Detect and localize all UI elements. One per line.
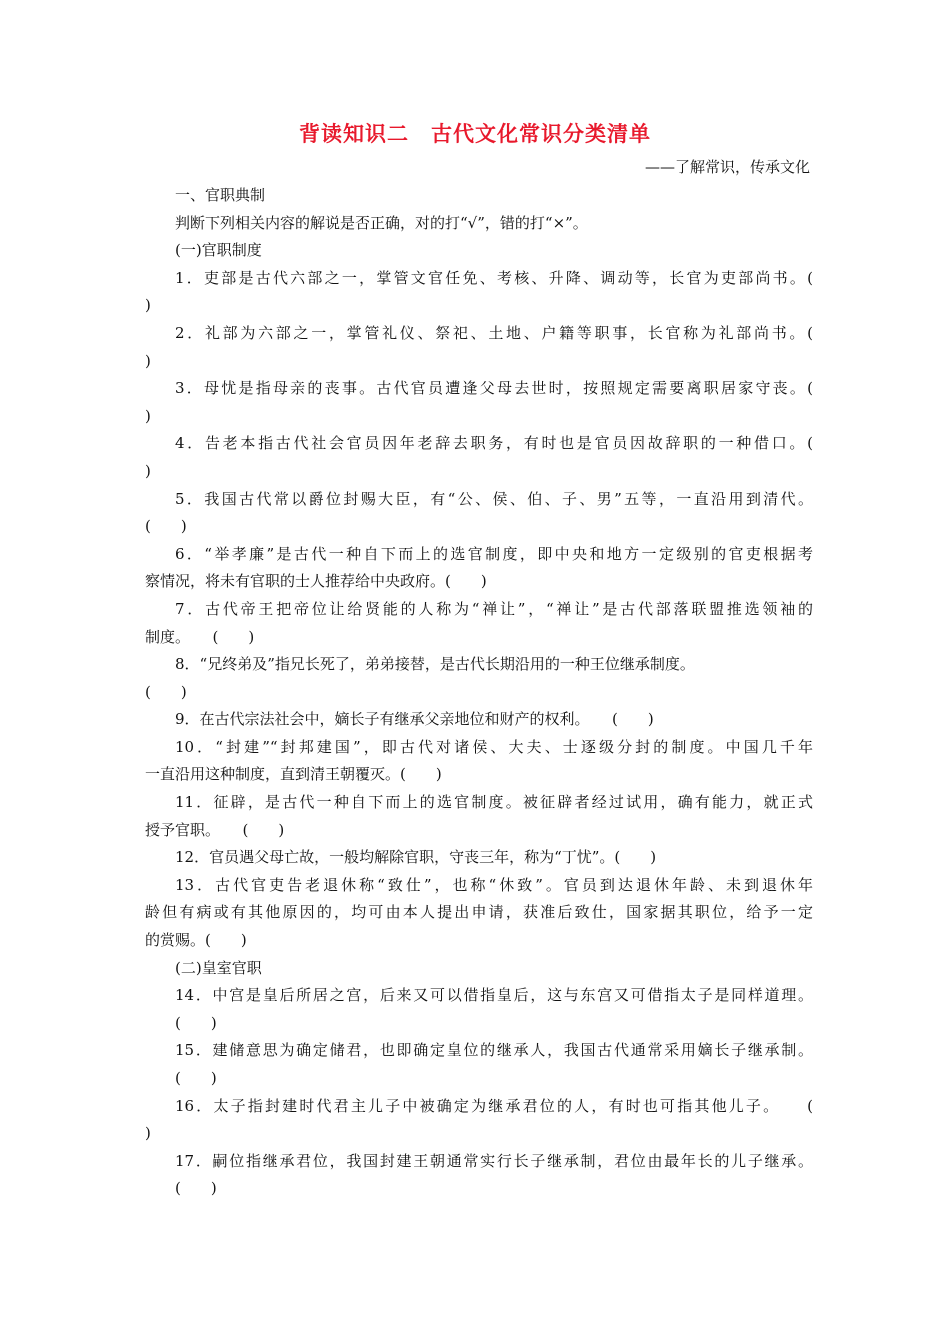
text-line: 15．建储意思为确定储君，也即确定皇位的继承人，我国古代通常采用嫡长子继承制。: [175, 1041, 813, 1060]
text-line: 5．我国古代常以爵位封赐大臣，有“公、侯、伯、子、男”五等，一直沿用到清代。: [175, 489, 813, 508]
text-line: 判断下列相关内容的解说是否正确，对的打“√”，错的打“×”。: [175, 213, 588, 232]
text-line: (二)皇室官职: [175, 958, 262, 977]
text-line: 制度。 ( ): [145, 627, 255, 646]
text-line: ): [145, 406, 151, 425]
text-line: 1．吏部是古代六部之一，掌管文官任免、考核、升降、调动等，长官为吏部尚书。(: [175, 268, 813, 287]
page-subtitle: ——了解常识，传承文化: [644, 158, 810, 176]
text-line: 12．官员遇父母亡故，一般均解除官职，守丧三年，称为“丁忧”。( ): [175, 848, 657, 867]
text-line: 6．“举孝廉”是古代一种自下而上的选官制度，即中央和地方一定级别的官吏根据考: [175, 544, 813, 563]
page-title: 背读知识二 古代文化常识分类清单: [299, 121, 651, 146]
text-line: ): [145, 1124, 151, 1143]
document-body: [145, 182, 813, 1203]
text-line: ): [145, 296, 151, 315]
text-line: 11．征辟，是古代一种自下而上的选官制度。被征辟者经过试用，确有能力，就正式: [175, 793, 813, 812]
text-line: 13．古代官吏告老退休称“致仕”，也称“休致”。官员到达退休年龄、未到退休年: [175, 875, 813, 894]
text-line: 的赏赐。( ): [145, 931, 247, 950]
text-line: ( ): [175, 1179, 217, 1198]
text-line: (一)官职制度: [175, 241, 262, 260]
text-line: 一直沿用这种制度，直到清王朝覆灭。( ): [145, 765, 442, 784]
text-line: ( ): [145, 682, 187, 701]
text-line: 14．中宫是皇后所居之宫，后来又可以借指皇后，这与东宫又可借指太子是同样道理。: [175, 986, 813, 1005]
text-line: 龄但有病或有其他原因的，均可由本人提出申请，获准后致仕，国家据其职位，给予一定: [145, 903, 813, 922]
text-line: 16．太子指封建时代君主儿子中被确定为继承君位的人，有时也可指其他儿子。 (: [175, 1096, 813, 1115]
text-line: 8．“兄终弟及”指兄长死了，弟弟接替，是古代长期沿用的一种王位继承制度。: [175, 655, 695, 674]
text-line: ( ): [175, 1069, 217, 1087]
text-line: 9．在古代宗法社会中，嫡长子有继承父亲地位和财产的权利。 ( ): [175, 710, 654, 729]
text-line: ( ): [145, 517, 187, 536]
text-line: 10．“封建”“封邦建国”，即古代对诸侯、大夫、士逐级分封的制度。中国几千年: [175, 737, 813, 756]
text-line: 7．古代帝王把帝位让给贤能的人称为“禅让”，“禅让”是古代部落联盟推选领袖的: [175, 599, 813, 618]
text-line: 2．礼部为六部之一，掌管礼仪、祭祀、土地、户籍等职事，长官称为礼部尚书。(: [175, 323, 813, 342]
text-line: 4．告老本指古代社会官员因年老辞去职务，有时也是官员因故辞职的一种借口。(: [175, 434, 813, 453]
text-line: ( ): [175, 1013, 217, 1032]
text-line: 授予官职。 ( ): [145, 820, 285, 839]
text-line: 察情况，将未有官职的士人推荐给中央政府。( ): [145, 572, 487, 591]
text-line: ): [145, 351, 151, 370]
text-line: ): [145, 461, 151, 480]
text-line: 17．嗣位指继承君位，我国封建王朝通常实行长子继承制，君位由最年长的儿子继承。: [175, 1151, 813, 1170]
text-line: 一、官职典制: [175, 186, 266, 204]
text-line: 3．母忧是指母亲的丧事。古代官员遭逢父母去世时，按照规定需要离职居家守丧。(: [175, 379, 813, 398]
